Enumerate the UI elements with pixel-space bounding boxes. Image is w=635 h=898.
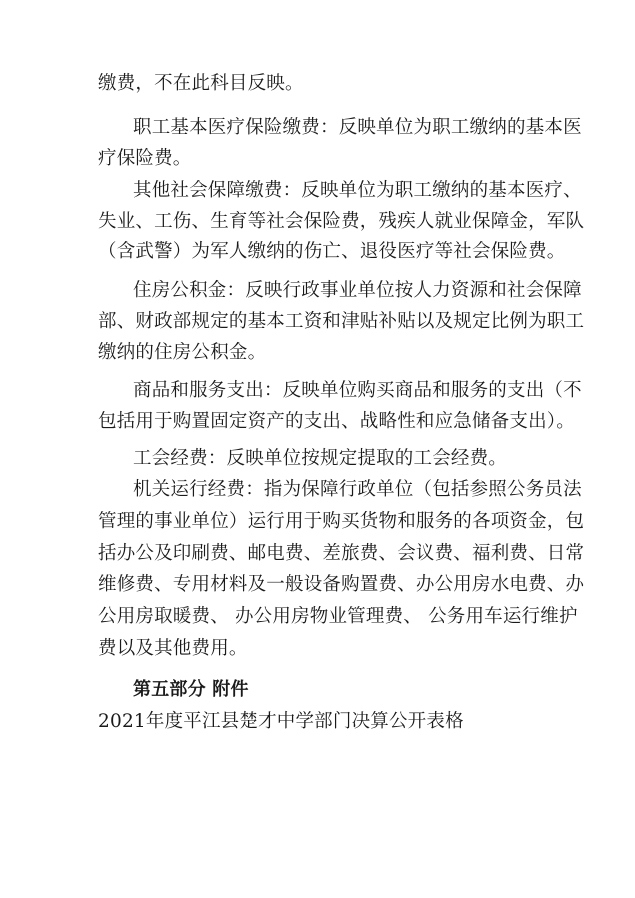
text-line: 失业、工伤、生育等社会保险费，残疾人就业保障金，军队 bbox=[98, 211, 585, 232]
text-line: 包括用于购置固定资产的支出、战略性和应急储备支出）。 bbox=[98, 411, 575, 432]
text-line: 公用房取暖费、 办公用房物业管理费、 公务用车运行维护 bbox=[98, 606, 578, 627]
text-line: 疗保险费。 bbox=[98, 148, 192, 169]
paragraph-union-fees: 工会经费：反映单位按规定提取的工会经费。 bbox=[133, 448, 508, 469]
text-line: 缴纳的住房公积金。 bbox=[98, 342, 267, 363]
attachment-title: 2021年度平江县楚才中学部门决算公开表格 bbox=[98, 711, 464, 732]
paragraph-housing-fund: 住房公积金：反映行政事业单位按人力资源和社会保障 bbox=[133, 280, 582, 301]
paragraph-social-security: 其他社会保障缴费：反映单位为职工缴纳的基本医疗、 bbox=[133, 180, 582, 201]
text-line: 部、财政部规定的基本工资和津贴补贴以及规定比例为职工 bbox=[98, 311, 585, 332]
text-line: （含武警）为军人缴纳的伤亡、退役医疗等社会保险费。 bbox=[98, 241, 566, 262]
text-line: 管理的事业单位）运行用于购买货物和服务的各项资金，包 bbox=[98, 511, 585, 532]
text-line: 维修费、专用材料及一般设备购置费、办公用房水电费、办 bbox=[98, 574, 585, 595]
paragraph-goods-services: 商品和服务支出：反映单位购买商品和服务的支出（不 bbox=[133, 380, 582, 401]
text-line: 费以及其他费用。 bbox=[98, 638, 248, 659]
text-line: 括办公及印刷费、邮电费、差旅费、会议费、福利费、日常 bbox=[98, 543, 585, 564]
paragraph-medical-insurance: 职工基本医疗保险缴费：反映单位为职工缴纳的基本医 bbox=[133, 117, 582, 138]
text-line: 缴费，不在此科目反映。 bbox=[98, 73, 304, 94]
paragraph-operating-expenses: 机关运行经费：指为保障行政单位（包括参照公务员法 bbox=[133, 479, 582, 500]
section-heading: 第五部分 附件 bbox=[133, 679, 249, 700]
